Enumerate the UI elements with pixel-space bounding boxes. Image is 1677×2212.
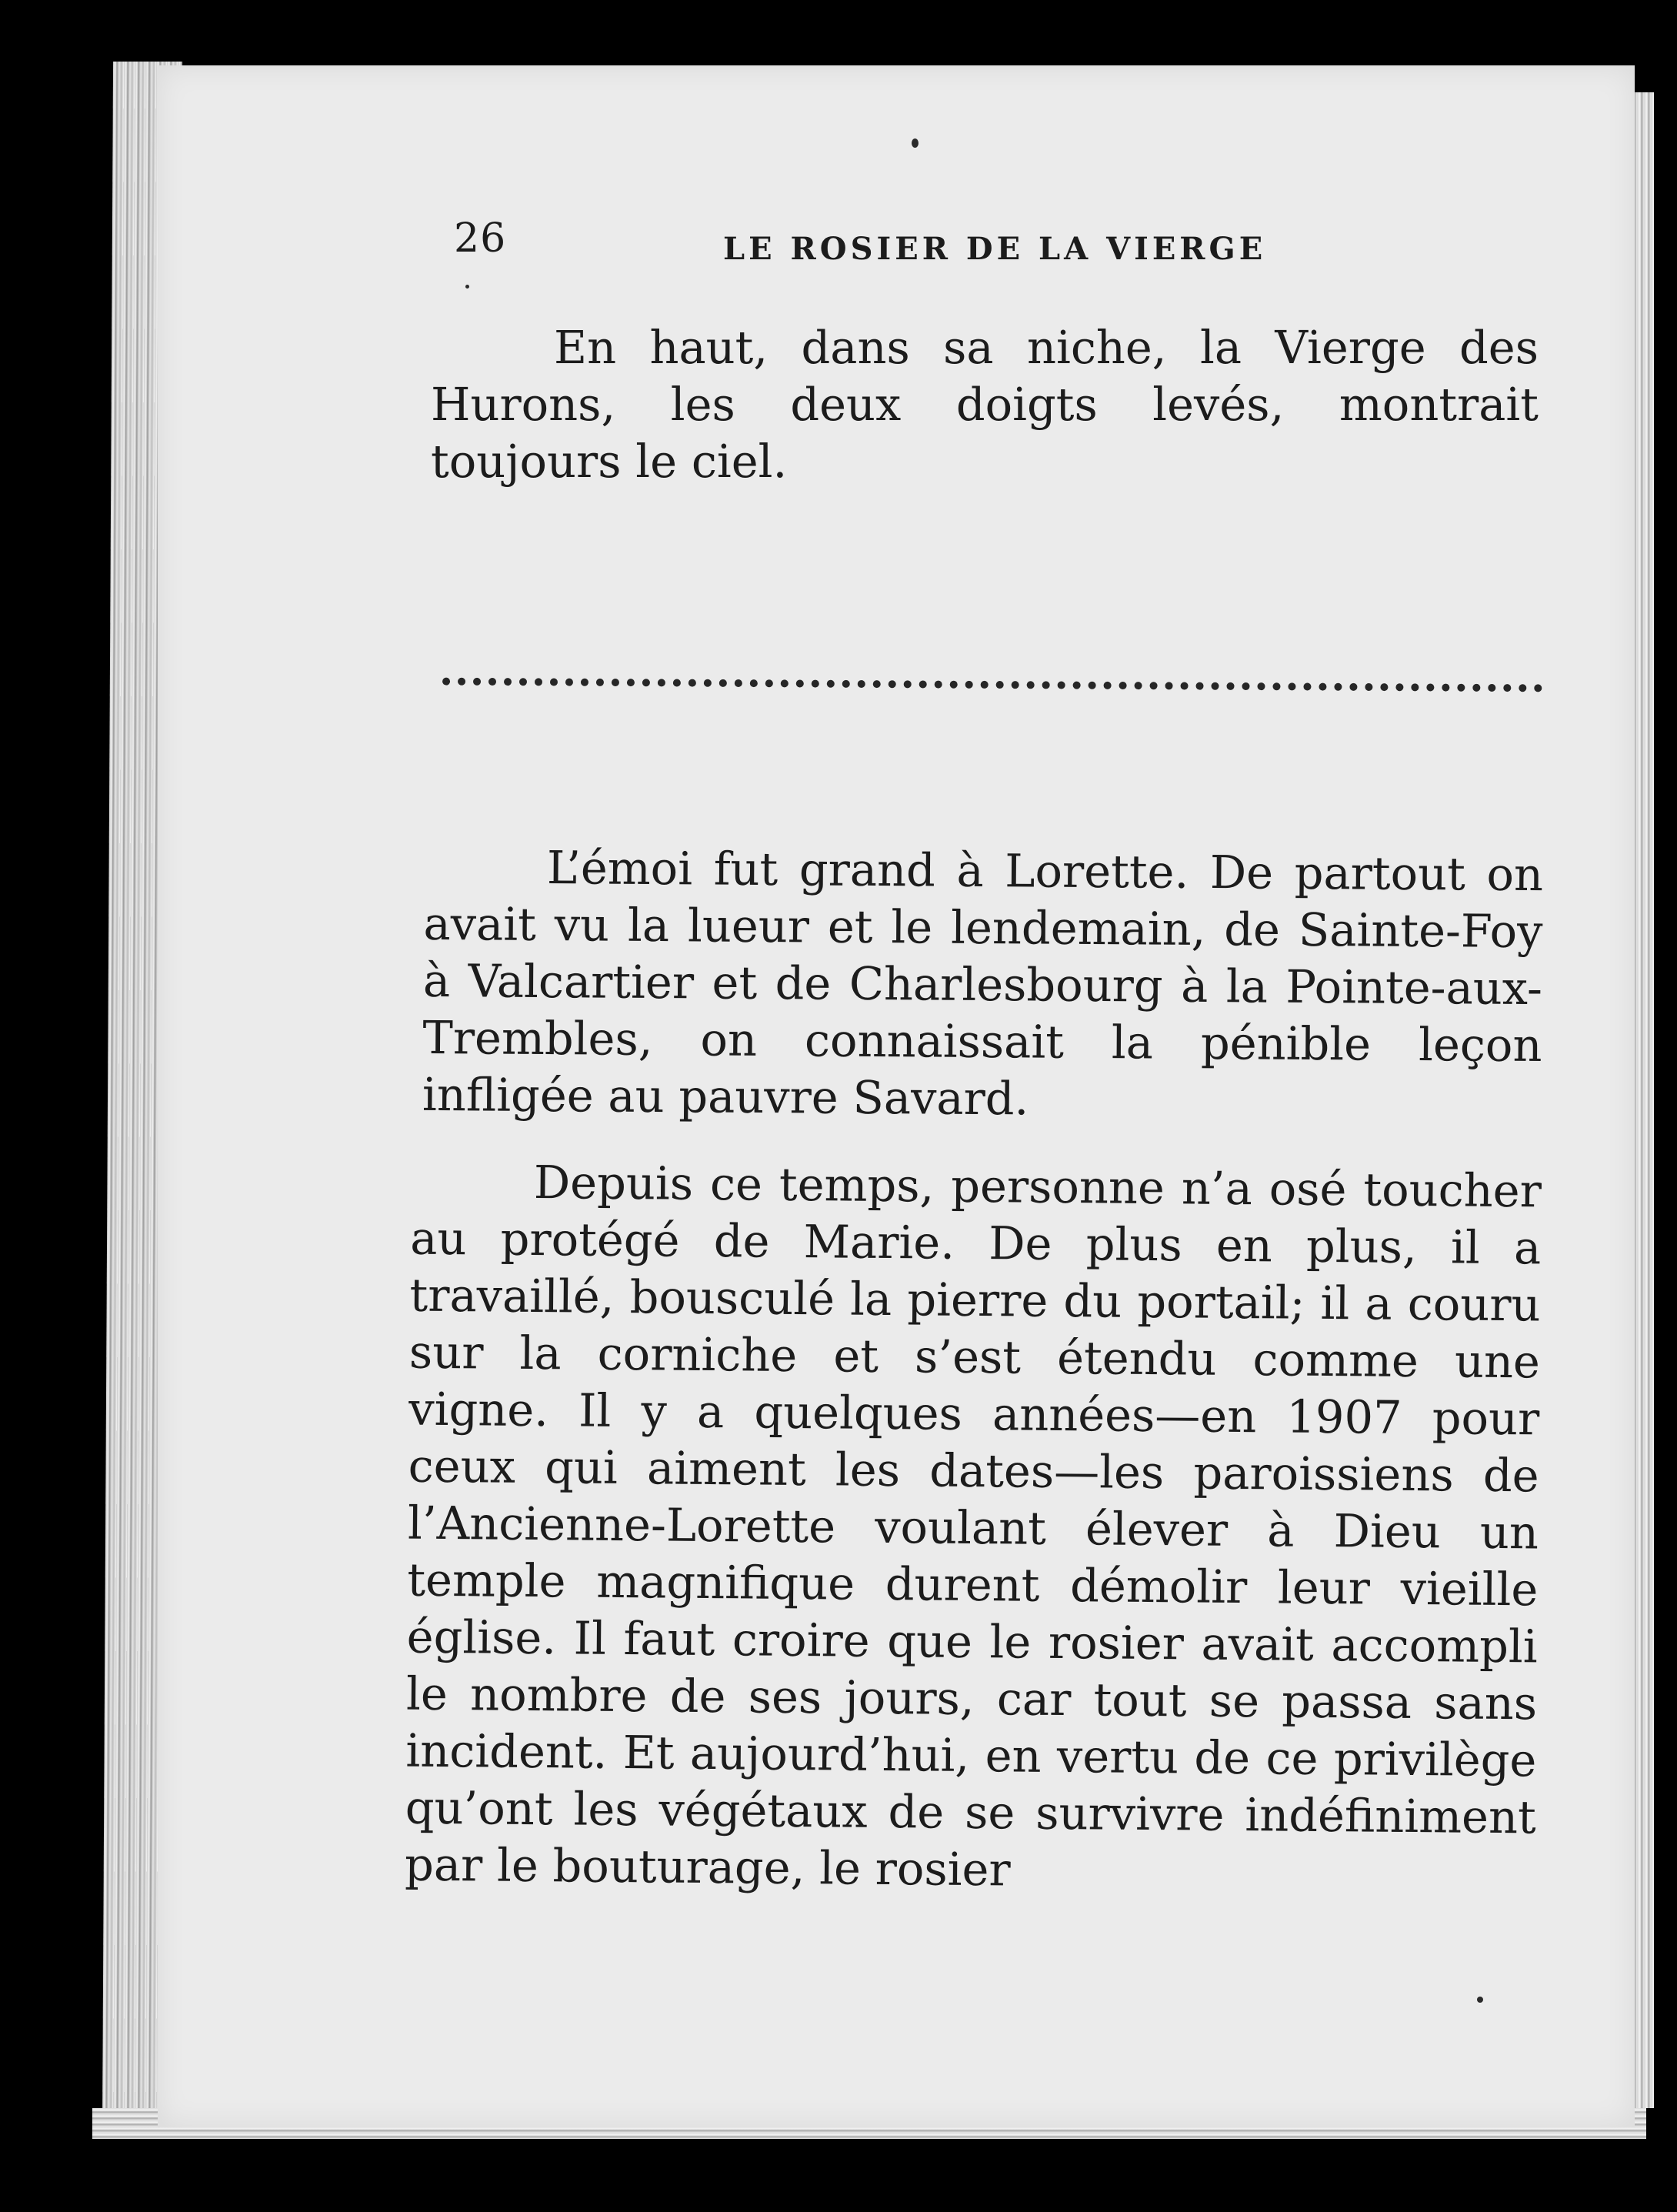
- paragraph-2: L’émoi fut grand à Lorette. De partout on avait vu la lueur et le lendemain, de Sainte-Foy à Valcartier et de Charlesbourg à la Pointe-aux-Trembles, on connaissait la pénible leçon infligée au pauvre Savard.: [422, 841, 1544, 1126]
- page-content: [158, 65, 1635, 2127]
- scan-speck: [1477, 1997, 1483, 2003]
- page-number: 26: [454, 215, 507, 262]
- dotted-separator: [442, 678, 1542, 702]
- book-page: [158, 65, 1635, 2127]
- scan-speck: [465, 285, 469, 289]
- running-head: LE ROSIER DE LA VIERGE: [723, 231, 1267, 267]
- scan-speck: [912, 138, 919, 148]
- paragraph-3: Depuis ce temps, personne n’a osé toucher au protégé de Marie. De plus en plus, il a travaillé, bousculé la pierre du portail; il a couru sur la corniche et s’est étendu comme une vigne. Il y a quelques années—en 1907 pour ceux qui aiment les dates—les paroissiens de l’Ancienne-Lorette voulant élever à Dieu un temple magnifique durent démolir leur vieille église. Il faut croire que le rosier avait accompli le nombre de ses jours, car tout se passa sans incident. Et aujourd’hui, en vertu de ce privilège qu’ont les végétaux de se survivre indéfiniment par le bouturage, le rosier: [404, 1156, 1542, 1897]
- paragraph-1: En haut, dans sa niche, la Vierge des Hurons, les deux doigts levés, montrait toujours le ciel.: [431, 321, 1539, 488]
